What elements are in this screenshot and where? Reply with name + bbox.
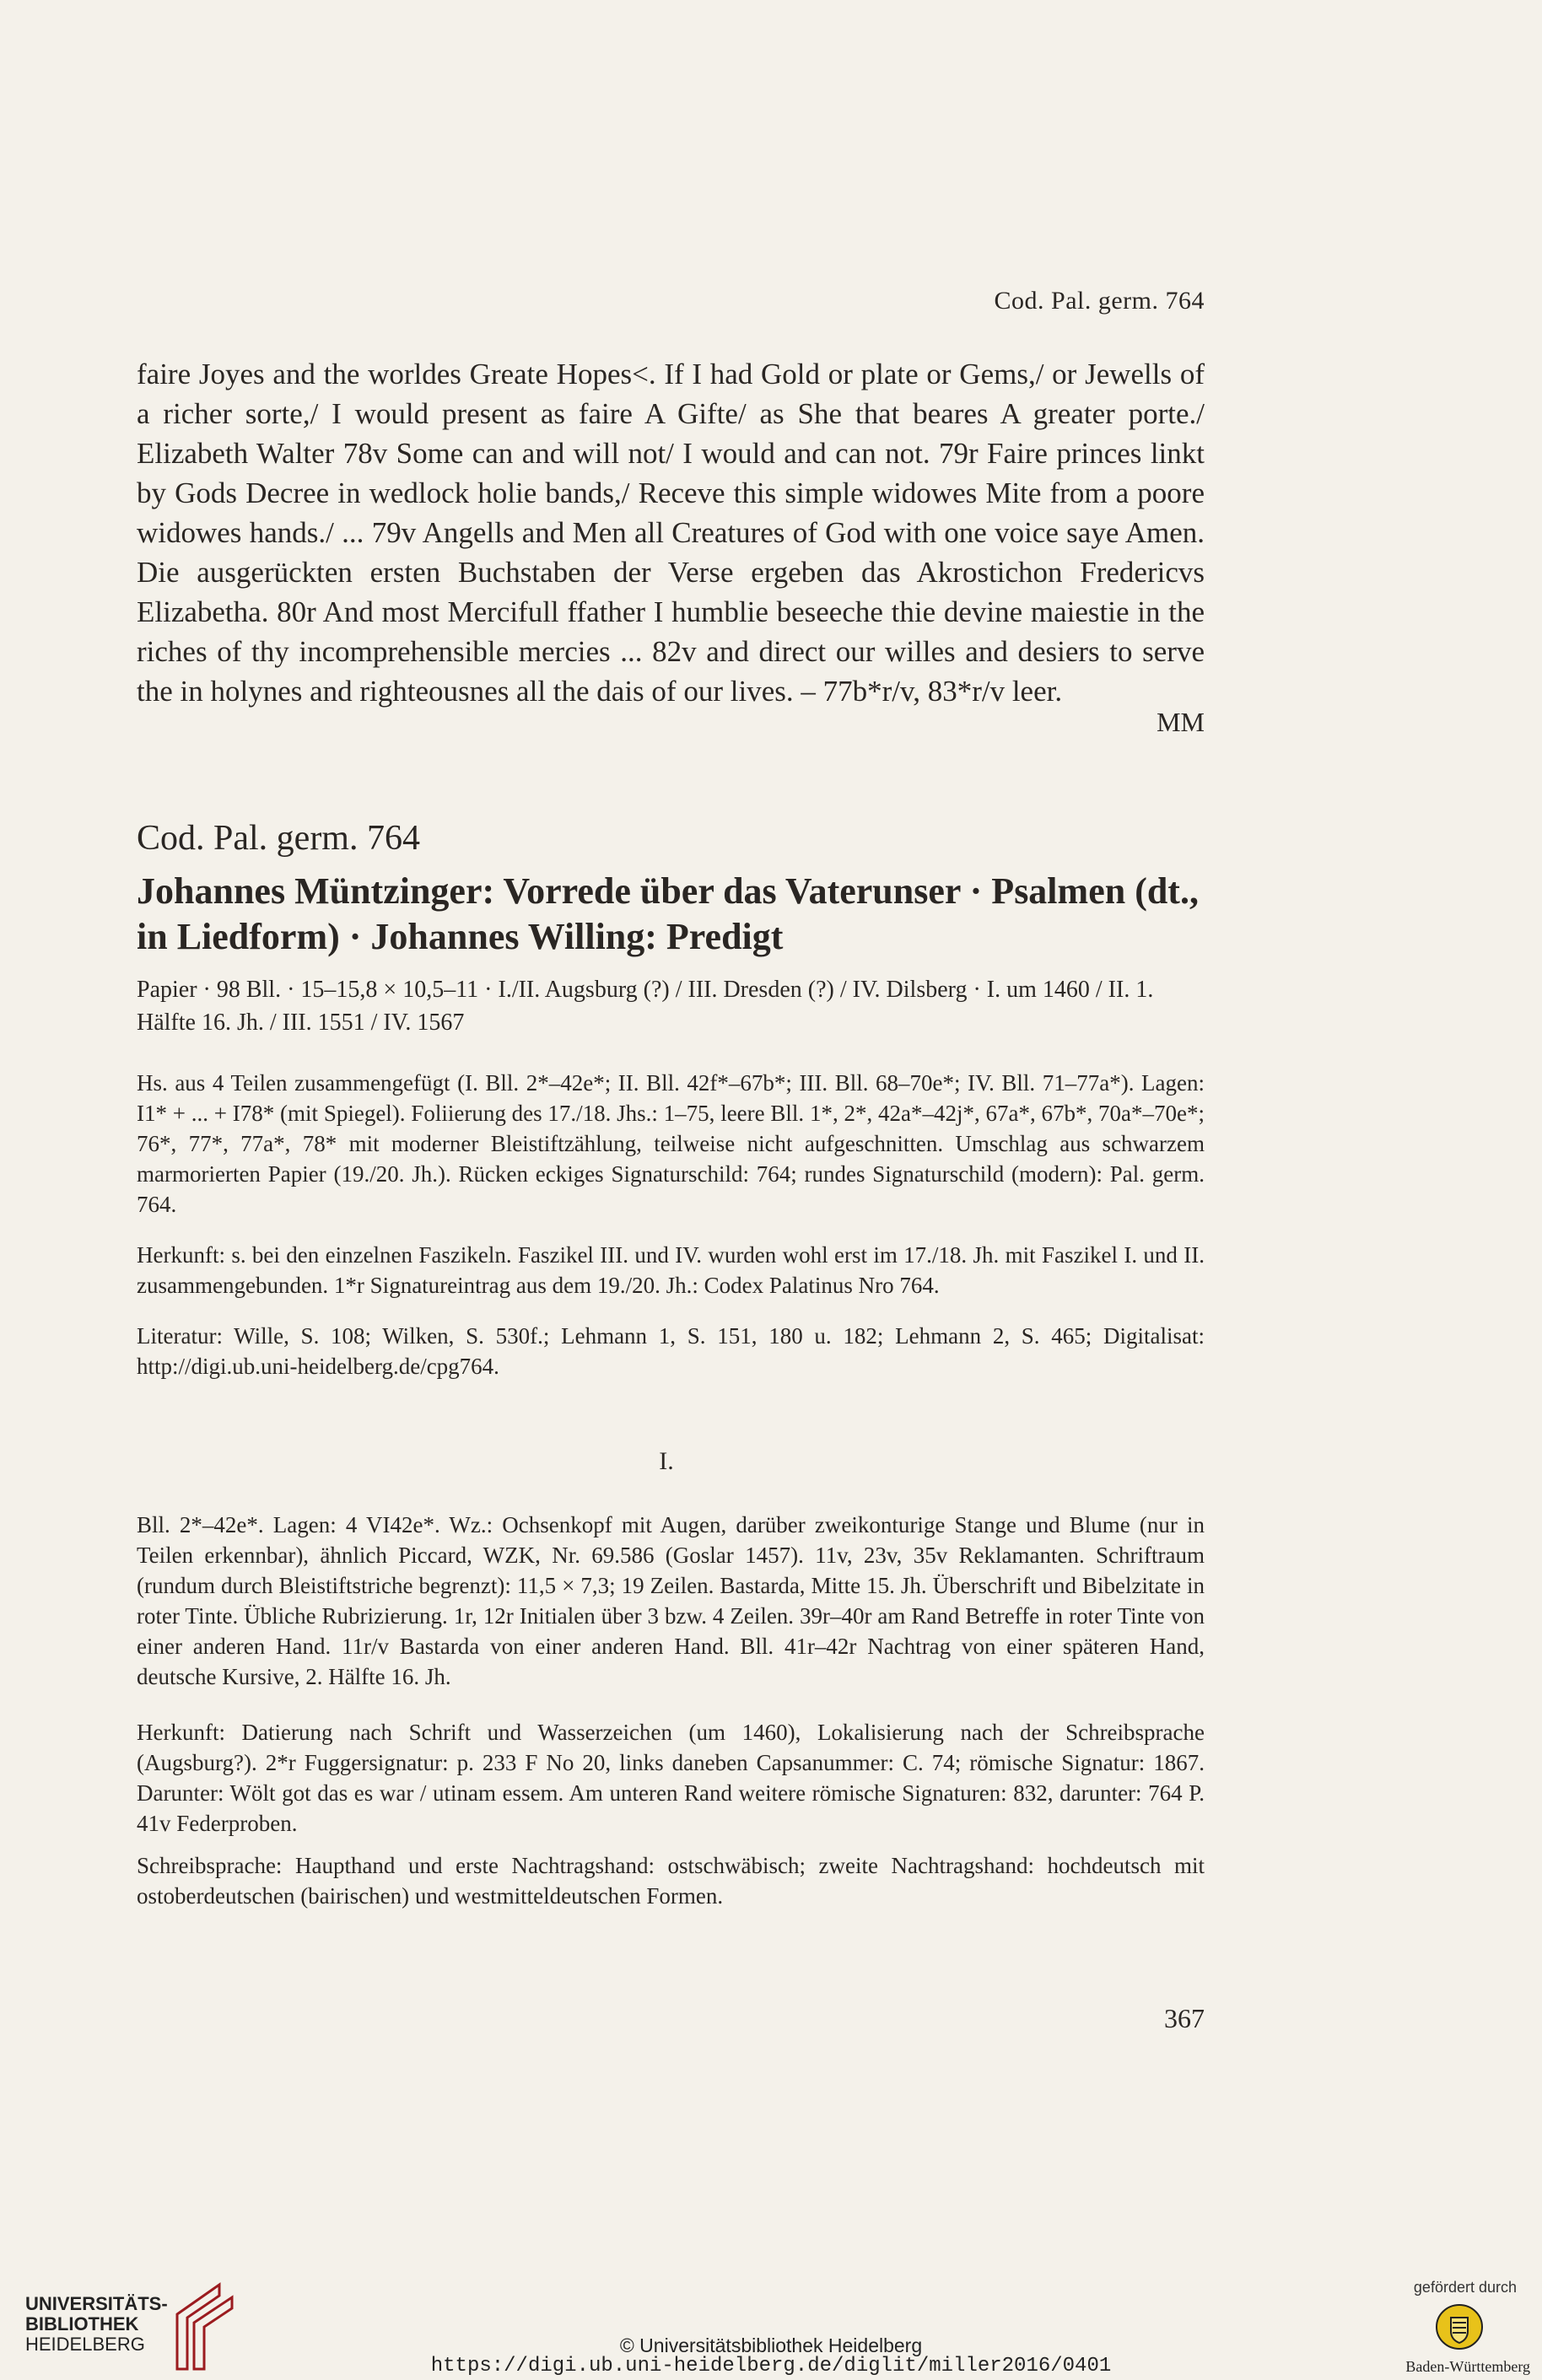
running-head: Cod. Pal. germ. 764 <box>994 287 1205 315</box>
page-number: 367 <box>1164 2003 1205 2033</box>
author-initials: MM <box>1156 707 1205 737</box>
previous-entry-paragraph: faire Joyes and the worldes Greate Hopes<. If I had Gold or plate or Gems,/ or Jewells of a richer sorte,/ I would present as faire A Gifte/ as She that beares A greater porte./ Elizabeth Walter 78v Some can and will not/ I would and can not. 79r Faire princes linkt by Gods Decree in wedlock holie bands,/ Receve this simple widowes Mite from a poore widowes hands./ ... 79v Angells and Men all Creatures of God with one voice saye Amen. Die ausgerückten ersten Buchstaben der Verse ergeben das Akrostichon Fredericvs Elizabetha. 80r And most Mercifull ffather I humblie beseeche thie devine maiestie in the riches of thy incomprehensible mercies ... 82v and direct our willes and desiers to serve the in holynes and righteousnes all the dais of our lives. – 77b*r/v, 83*r/v leer. <box>137 358 1205 708</box>
state-crest-icon <box>1434 2302 1485 2351</box>
entry-signature: Cod. Pal. germ. 764 <box>137 819 420 858</box>
page-url[interactable]: https://digi.ub.uni-heidelberg.de/diglit/miller2016/0401 <box>430 2355 1112 2377</box>
funder-label: gefördert durch <box>1413 2279 1517 2296</box>
part-description: Bll. 2*–42e*. Lagen: 4 VI42e*. Wz.: Ochsenkopf mit Augen, darüber zweikonturige Stange und Blume (nur in Teilen erkennbar), ähnlich Piccard, WZK, Nr. 69.586 (Goslar 1457). 11v, 23v, 35v Reklamanten. Schriftraum (rundum durch Bleistiftstriche begrenzt): 11,5 × 7,3; 19 Zeilen. Bastarda, Mitte 15. Jh. Überschrift und Bibelzitate in roter Tinte. Übliche Rubrizierung. 1r, 12r Initialen über 3 bzw. 4 Zeilen. 39r–40r am Rand Betreffe in roter Tinte von einer anderen Hand. 11r/v Bastarda von einer anderen Hand. Bll. 41r–42r Nachtrag von einer späteren Hand, deutsche Kursive, 2. Hälfte 16. Jh. <box>137 1512 1205 1689</box>
entry-description: Hs. aus 4 Teilen zusammengefügt (I. Bll. 2*–42e*; II. Bll. 42f*–67b*; III. Bll. 68–70e*; IV. Bll. 71–77a*). Lagen: I1* + ... + I78* (mit Spiegel). Foliierung des 17./18. Jhs.: 1–75, leere Bll. 1*, 2*, 42a*–42j*, 67a*, 67b*, 70a*–70e*; 76*, 77*, 77a*, 78* mit moderner Bleistiftzählung, teilweise nicht aufgeschnitten. Umschlag aus schwarzem marmorierten Papier (19./20. Jh.). Rücken eckiges Signaturschild: 764; rundes Signaturschild (modern): Pal. germ. 764. <box>137 1070 1205 1217</box>
part-provenance: Herkunft: Datierung nach Schrift und Wasserzeichen (um 1460), Lokalisierung nach der Schreibsprache (Augsburg?). 2*r Fuggersignatur: p. 233 F No 20, links daneben Capsanummer: C. 74; römische Signatur: 1867. Darunter: Wölt got das es war / utinam essem. Am unteren Rand weitere römische Signaturen: 832, darunter: 764 P. 41v Federproben. <box>137 1720 1205 1836</box>
entry-title: Johannes Müntzinger: Vorrede über das Vaterunser · Psalmen (dt., in Liedform) · Johannes Willing: Predigt <box>137 870 1199 957</box>
part-label: I. <box>659 1447 674 1475</box>
entry-literature: Literatur: Wille, S. 108; Wilken, S. 530f.; Lehmann 1, S. 151, 180 u. 182; Lehmann 2, S. 465; Digitalisat: http://digi.ub.uni-heidelberg.de/cpg764. <box>137 1323 1205 1379</box>
copyright-credit: © Universitätsbibliothek Heidelberg <box>619 2334 923 2356</box>
entry-meta: Papier · 98 Bll. · 15–15,8 × 10,5–11 · I./II. Augsburg (?) / III. Dresden (?) / IV. Dilsberg · I. um 1460 / II. 1. Hälfte 16. Jh. / III. 1551 / IV. 1567 <box>137 977 1154 1036</box>
entry-provenance: Herkunft: s. bei den einzelnen Faszikeln. Faszikel III. und IV. wurden wohl erst im 17./18. Jh. mit Faszikel I. und II. zusammengebunden. 1*r Signatureintrag aus dem 19./20. Jh.: Codex Palatinus Nro 764. <box>137 1242 1205 1298</box>
library-name-line3: HEIDELBERG <box>25 2334 145 2355</box>
footer <box>0 2270 1542 2380</box>
part-language: Schreibsprache: Haupthand und erste Nachtragshand: ostschwäbisch; zweite Nachtragshand: hochdeutsch mit ostoberdeutschen (bairischen) und westmitteldeutschen Formen. <box>137 1853 1205 1909</box>
library-name-line2: BIBLIOTHEK <box>25 2313 139 2334</box>
funder-name: Baden-Württemberg <box>1405 2358 1530 2375</box>
library-name-line1: UNIVERSITÄTS- <box>25 2293 168 2314</box>
